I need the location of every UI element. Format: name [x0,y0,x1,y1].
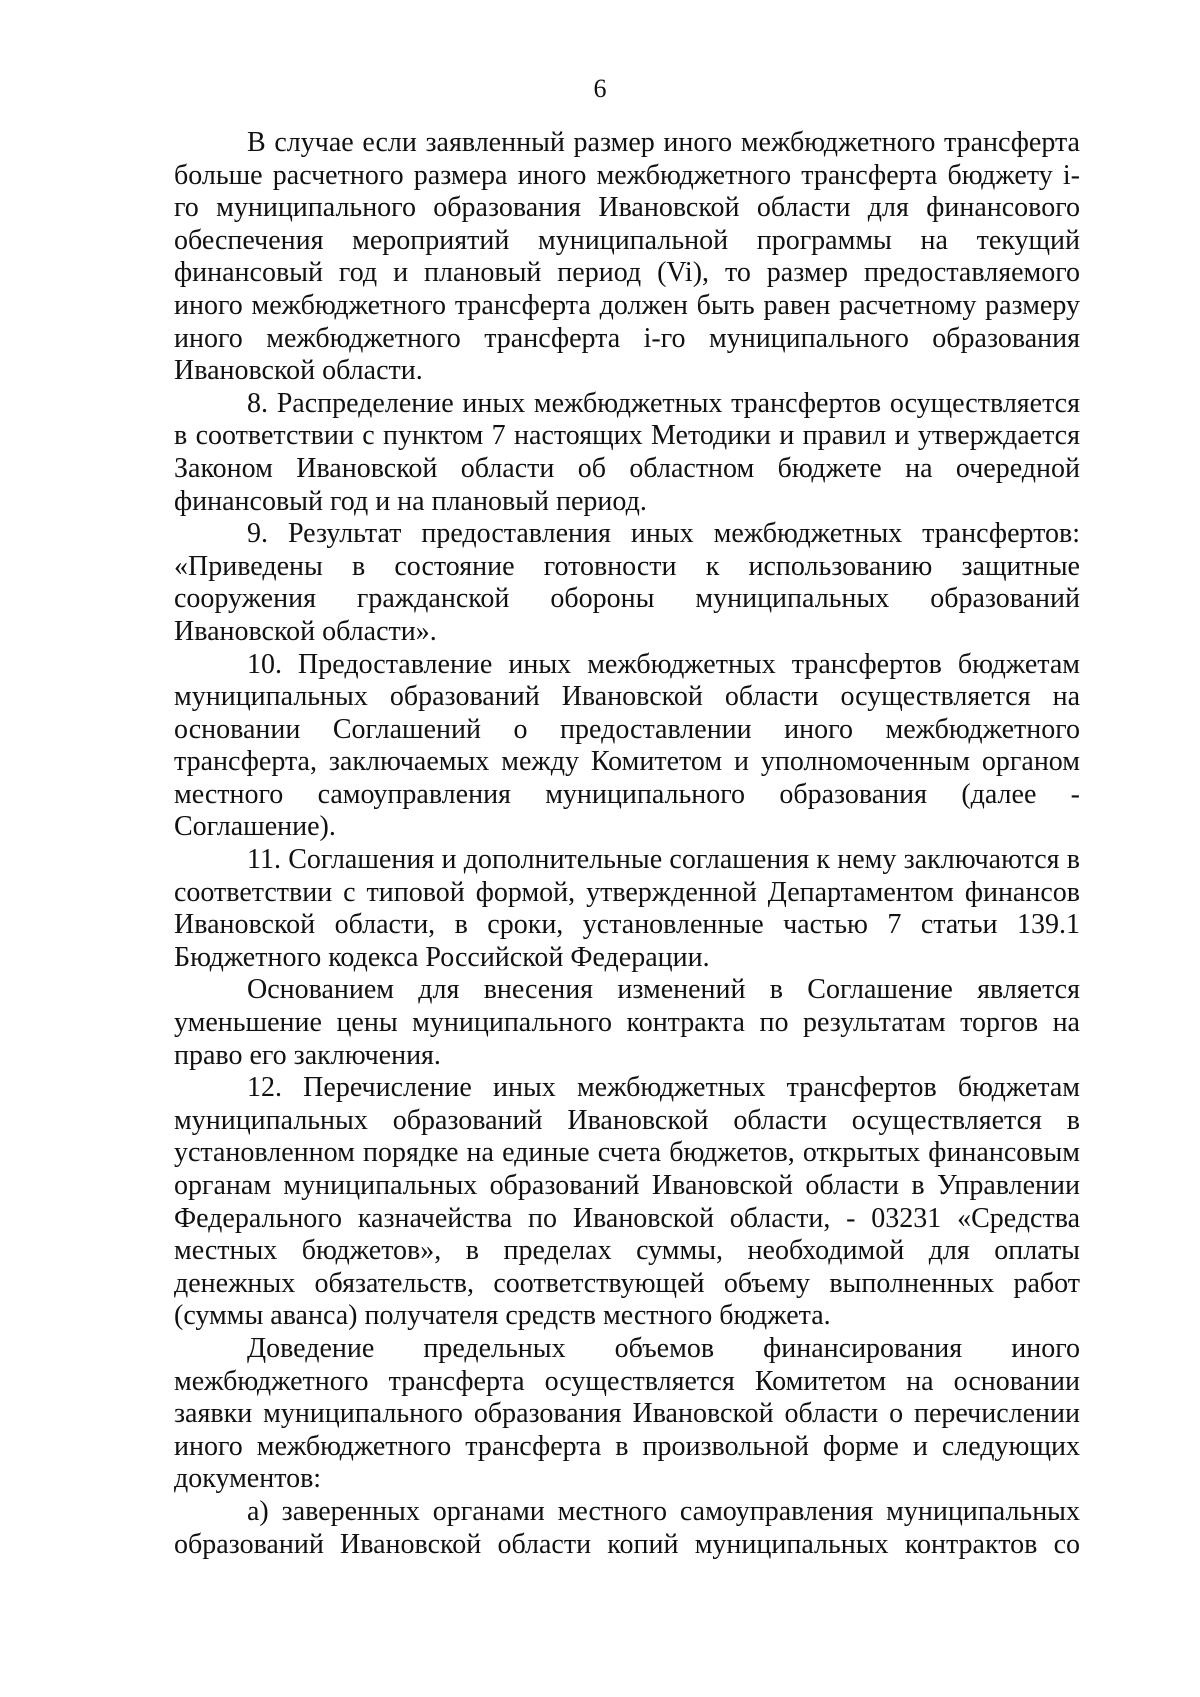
paragraph-9-result: 9. Результат предоставления иных межбюджетных трансфертов: «Приведены в состояние готовности к использованию защитные сооружения гражданской обороны муниципальных образований Ивановской области». [174,518,1080,647]
page-number: 6 [593,74,607,103]
paragraph-8-distribution: 8. Распределение иных межбюджетных трансфертов осуществляется в соответствии с пунктом 7 настоящих Методики и правил и утверждается Законом Ивановской области об областном бюджете на очередной финансовый год и на плановый период. [174,387,1080,517]
paragraph-item-a: а) заверенных органами местного самоуправления муниципальных образований Ивановской области копий муниципальных контрактов со [174,1495,1080,1560]
paragraph-agreement-changes: Основанием для внесения изменений в Соглашение является уменьшение цены муниципального контракта по результатам торгов на право его заключения. [174,974,1080,1071]
paragraph-12-transfer: 12. Перечисление иных межбюджетных трансфертов бюджетам муниципальных образований Ивановской области осуществляется в установленном порядке на единые счета бюджетов, открытых финансовым органам муниципальных образований Ивановской области в Управлении Федерального казначейства по Ивановской области, - 03231 «Средства местных бюджетов», в пределах суммы, необходимой для оплаты денежных обязательств, соответствующей объему выполненных работ (суммы аванса) получателя средств местного бюджета. [174,1072,1080,1332]
paragraph-transfer-size: В случае если заявленный размер иного межбюджетного трансферта больше расчетного размера иного межбюджетного трансферта бюджету i-го муниципального образования Ивановской области для финансового обеспечения мероприятий муниципальной программы на текущий финансовый год и плановый период (Vi), то размер предоставляемого иного межбюджетного трансферта должен быть равен расчетному размеру иного межбюджетного трансферта i-го муниципального образования Ивановской области. [174,127,1080,387]
paragraph-11-agreements: 11. Соглашения и дополнительные соглашения к нему заключаются в соответствии с типовой формой, утвержденной Департаментом финансов Ивановской области, в сроки, установленные частью 7 статьи 139.1 Бюджетного кодекса Российской Федерации. [174,844,1080,973]
paragraph-financing-limits: Доведение предельных объемов финансирования иного межбюджетного трансферта осуществляется Комитетом на основании заявки муниципального образования Ивановской области о перечислении иного межбюджетного трансферта в произвольной форме и следующих документов: [174,1332,1080,1495]
document-body [174,127,1080,1561]
paragraph-10-provision: 10. Предоставление иных межбюджетных трансфертов бюджетам муниципальных образований Ивановской области осуществляется на основании Соглашений о предоставлении иного межбюджетного трансферта, заключаемых между Комитетом и уполномоченным органом местного самоуправления муниципального образования (далее - Соглашение). [174,648,1080,843]
